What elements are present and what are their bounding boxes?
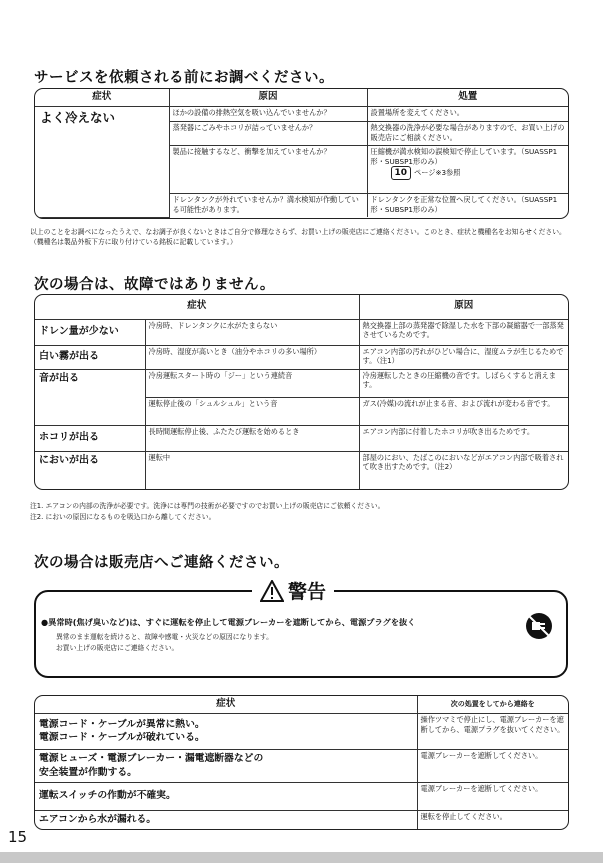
service-check-table [34,88,569,219]
symptom-cell: ホコリが出る [35,425,145,451]
section1-title: サービスを依頼される前にお調べください。 [34,70,334,86]
action-cell: 操作ツマミで停止にし、電源ブレーカーを遮断してから、電源プラグを抜いてください。 [417,713,568,749]
header-cause: 原因 [359,295,568,319]
header-action: 処置 [367,89,568,106]
symptom-cell: においが出る [35,451,145,489]
condition-cell: 冷房時、ドレンタンクに水がたまらない [145,319,359,345]
section2-note2: 注2. においの原因になるものを吸込口から離してください。 [30,513,216,521]
condition-cell: 運転中 [145,451,359,489]
condition-cell: 冷房運転スタート時の「ジー」という連続音 [145,369,359,397]
condition-cell: 冷房時、湿度が高いとき（油分やホコリの多い場所） [145,345,359,369]
page-ref-icon: 10 [391,166,412,180]
bottom-bar [0,852,603,863]
symptom-cell: 電源コード・ケーブルが異常に熱い。 電源コード・ケーブルが破れている。 [35,713,417,749]
header-action: 次の処置をしてから連絡を [417,696,568,713]
symptom-cell: 白い霧が出る [35,345,145,369]
warning-heading [252,577,334,604]
cause-cell: 蒸発器にごみやホコリが詰っていませんか？ [169,121,367,145]
page-ref-text: ページ※3参照 [414,168,461,178]
section2-note1: 注1. エアコンの内部の洗浄が必要です。洗浄には専門の技術が必要ですのでお買い上げの販売店にご依頼ください。 [30,502,385,510]
action-cell: ドレンタンクを正常な位置へ戻してください。（SUASSP1形・SUBSP1形のみ） [367,193,568,217]
action-cell: 電源ブレーカーを遮断してください。 [417,782,568,810]
cause-cell: ほかの設備の排熱空気を吸い込んでいませんか？ [169,106,367,121]
cause-cell: エアコン内部の汚れがひどい場合に、湿度ムラが生じるためです。（注1） [359,345,568,369]
section2-title: 次の場合は、故障ではありません。 [34,277,275,293]
action-cell [367,145,568,193]
header-cause: 原因 [169,89,367,106]
warning-main-text: ●異常時(焦げ臭いなど)は、すぐに運転を停止して電源ブレーカーを遮断してから、電源プラグを抜く [41,617,416,627]
action-cell: 運転を停止してください。 [417,810,568,828]
warning-sub1: 異常のまま運転を続けると、故障や感電・火災などの原因になります。 [56,633,273,641]
header-symptom: 症状 [35,696,417,713]
action-cell: 設置場所を変えてください。 [367,106,568,121]
action-text: 圧縮機が満水検知の誤検知で停止しています。（SUASSP1形・SUBSP1形のみ） [370,146,558,166]
condition-cell: 運転停止後の「シュルシュル」という音 [145,397,359,425]
cause-cell: 部屋のにおい、たばこのにおいなどがエアコン内部で吸着されて吹き出すためです。（注2） [359,451,568,489]
action-cell: 熱交換器の洗浄が必要な場合がありますので、お買い上げの販売店にご相談ください。 [367,121,568,145]
action-cell: 電源ブレーカーを遮断してください。 [417,749,568,782]
condition-cell: 長時間運転停止後、ふたたび運転を始めるとき [145,425,359,451]
symptom-cell: よく冷えない [35,106,169,217]
symptom-cell: ドレン量が少ない [35,319,145,345]
warning-sub2: お買い上げの販売店にご連絡ください。 [56,644,179,652]
section1-note: 以上のことをお調べになったうえで、なお調子が良くないときはご自分で修理なさらず、お買い上げの販売店にご連絡ください。このとき、症状と機種名をお知らせください。（機種名は製品外板下方に取り付けている銘板に記載しています。） [30,228,566,246]
symptom-cell: 音が出る [35,369,145,425]
cause-cell: ガス(冷媒)の流れが止まる音、および流れが変わる音です。 [359,397,568,425]
cause-cell: 冷房運転したときの圧縮機の音です。しばらくすると消えます。 [359,369,568,397]
page-number: 15 [8,828,28,846]
symptom-cell: 運転スイッチの作動が不確実。 [35,782,417,810]
header-symptom: 症状 [35,295,359,319]
symptom-cell: エアコンから水が漏れる。 [35,810,417,828]
unplug-icon [525,612,553,640]
not-malfunction-table [34,294,569,490]
warning-triangle-icon [260,580,284,602]
cause-cell: エアコン内部に付着したホコリが吹き出るためです。 [359,425,568,451]
symptom-cell: 電源ヒューズ・電源ブレーカー・漏電遮断器などの 安全装置が作動する。 [35,749,417,782]
cause-cell: 製品に接触するなど、衝撃を加えていませんか？ [169,145,367,193]
warning-title: 警告 [288,581,327,603]
contact-dealer-table [34,695,569,830]
page-reference [391,166,461,180]
cause-cell: 熱交換器上部の蒸発器で除湿した水を下部の凝縮器で一部蒸発させているためです。 [359,319,568,345]
section3-title: 次の場合は販売店へご連絡ください。 [34,555,289,571]
cause-cell: ドレンタンクが外れていませんか？満水検知が作動している可能性があります。 [169,193,367,217]
header-symptom: 症状 [35,89,169,106]
